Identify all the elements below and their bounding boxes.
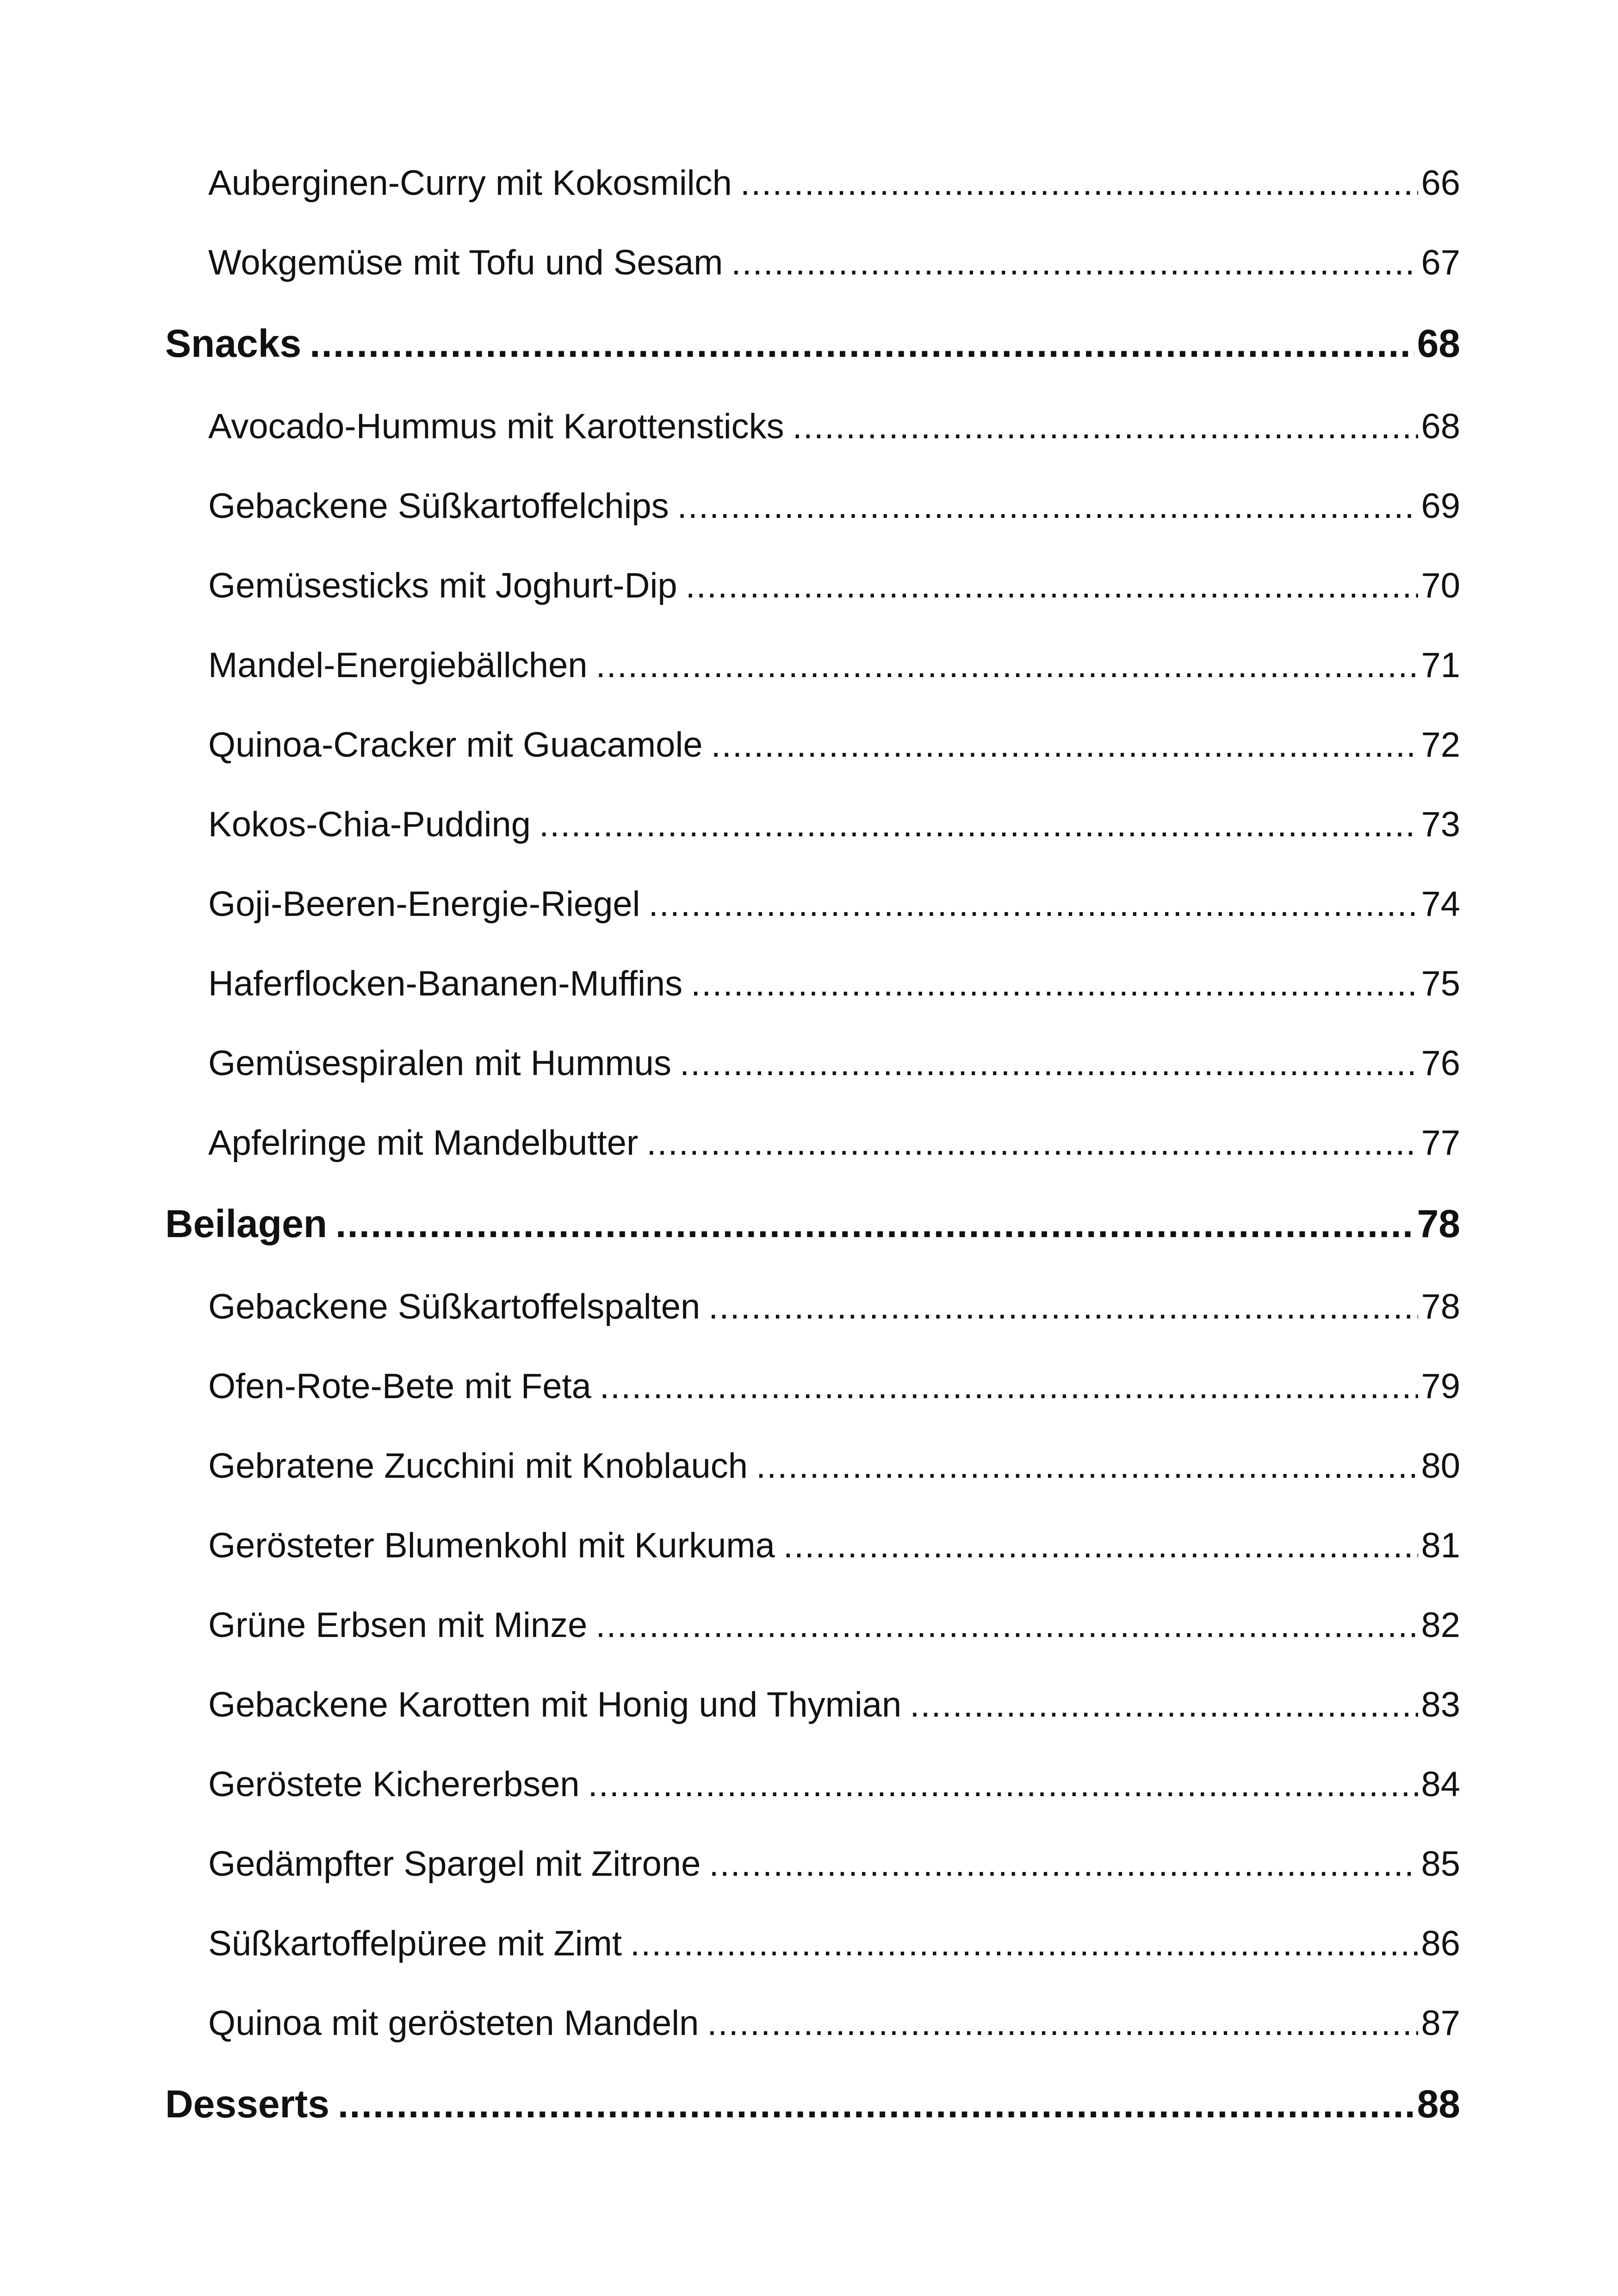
toc-entry: [208, 1923, 1460, 1964]
toc-page-number: 81: [1421, 1526, 1460, 1565]
dot-leader: [335, 1201, 1414, 1246]
dot-leader: [600, 1366, 1419, 1406]
dot-leader: [539, 804, 1418, 845]
dot-leader: [588, 1764, 1419, 1804]
toc-entry: [208, 163, 1460, 203]
toc-entry: [208, 1605, 1460, 1645]
toc-page-number: 73: [1421, 805, 1460, 844]
toc-page-number: 67: [1421, 243, 1460, 282]
toc-page-number: 72: [1421, 725, 1460, 765]
dot-leader: [793, 406, 1419, 447]
toc-entry: [208, 406, 1460, 447]
toc-page-number: 82: [1421, 1605, 1460, 1645]
toc-entry-title: Apfelringe mit Mandelbutter: [208, 1123, 639, 1163]
toc-page-number: 87: [1421, 2004, 1460, 2043]
toc-section-title: Desserts: [165, 2082, 329, 2126]
toc-entry: [208, 1764, 1460, 1804]
toc-entry: [208, 2003, 1460, 2043]
toc-entry-title: Quinoa mit gerösteten Mandeln: [208, 2004, 699, 2043]
toc-entry: [208, 1366, 1460, 1406]
toc-section: [165, 321, 1460, 366]
toc-entry: [208, 645, 1460, 685]
toc-entry-title: Gebackene Süßkartoffelspalten: [208, 1287, 701, 1326]
toc-entry-title: Ofen-Rote-Bete mit Feta: [208, 1367, 591, 1406]
toc-page-number: 76: [1421, 1044, 1460, 1083]
toc-section: [165, 2082, 1460, 2127]
toc-entry-title: Auberginen-Curry mit Kokosmilch: [208, 163, 732, 203]
toc-entry-title: Geröstete Kichererbsen: [208, 1765, 580, 1804]
toc-entry: [208, 1043, 1460, 1083]
dot-leader: [708, 1287, 1418, 1327]
toc-entry-title: Gerösteter Blumenkohl mit Kurkuma: [208, 1526, 775, 1565]
toc-entry-title: Gedämpfter Spargel mit Zitrone: [208, 1844, 701, 1884]
toc-page-number: 78: [1417, 1202, 1460, 1245]
toc-entry-title: Süßkartoffelpüree mit Zimt: [208, 1924, 622, 1963]
toc-entry-title: Grüne Erbsen mit Minze: [208, 1605, 588, 1645]
toc-page-number: 79: [1421, 1367, 1460, 1406]
dot-leader: [783, 1525, 1419, 1566]
dot-leader: [310, 321, 1414, 366]
dot-leader: [596, 645, 1419, 685]
toc-page-number: 75: [1421, 964, 1460, 1003]
toc-section-title: Snacks: [165, 322, 302, 365]
dot-leader: [649, 884, 1419, 924]
toc-page-number: 68: [1421, 407, 1460, 446]
toc-section: [165, 1201, 1460, 1246]
toc-entry: [208, 804, 1460, 845]
dot-leader: [691, 964, 1418, 1004]
toc-entry: [208, 1287, 1460, 1327]
toc-page-number: 70: [1421, 566, 1460, 605]
dot-leader: [910, 1685, 1418, 1725]
dot-leader: [686, 566, 1419, 606]
dot-leader: [709, 1844, 1418, 1884]
toc-entry-title: Kokos-Chia-Pudding: [208, 805, 531, 844]
toc-entry-title: Gemüsesticks mit Joghurt-Dip: [208, 566, 677, 605]
toc-entry: [208, 1446, 1460, 1486]
toc-page-number: 88: [1417, 2082, 1460, 2126]
toc-page-number: 68: [1417, 322, 1460, 365]
toc-page-number: 71: [1421, 646, 1460, 685]
toc-entry-title: Gebackene Karotten mit Honig und Thymian: [208, 1685, 902, 1724]
dot-leader: [711, 725, 1419, 765]
toc-page-number: 84: [1421, 1765, 1460, 1804]
toc-entry-title: Gebackene Süßkartoffelchips: [208, 486, 669, 526]
toc-page-number: 77: [1421, 1123, 1460, 1163]
toc-entry-title: Haferflocken-Bananen-Muffins: [208, 964, 683, 1003]
toc-page-number: 74: [1421, 884, 1460, 924]
toc-entry-title: Goji-Beeren-Energie-Riegel: [208, 884, 640, 924]
toc-section-title: Beilagen: [165, 1202, 328, 1245]
dot-leader: [707, 2003, 1418, 2043]
toc-page-number: 69: [1421, 486, 1460, 526]
toc-entry-title: Gemüsespiralen mit Hummus: [208, 1044, 671, 1083]
toc-entry: [208, 884, 1460, 924]
dot-leader: [731, 243, 1418, 283]
toc-entry: [208, 1685, 1460, 1725]
dot-leader: [677, 486, 1419, 526]
toc-page-number: 78: [1421, 1287, 1460, 1326]
dot-leader: [595, 1605, 1418, 1645]
toc-page-number: 66: [1421, 163, 1460, 203]
toc-page-number: 86: [1421, 1924, 1460, 1963]
dot-leader: [756, 1446, 1418, 1486]
toc-entry-title: Quinoa-Cracker mit Guacamole: [208, 725, 703, 765]
toc-entry: [208, 566, 1460, 606]
toc-entry-title: Gebratene Zucchini mit Knoblauch: [208, 1446, 748, 1486]
dot-leader: [338, 2082, 1414, 2127]
dot-leader: [740, 163, 1419, 203]
toc-entry: [208, 1844, 1460, 1884]
toc-entry: [208, 964, 1460, 1004]
toc-entry: [208, 1123, 1460, 1163]
toc-page-number: 80: [1421, 1446, 1460, 1486]
toc-entry: [208, 1525, 1460, 1566]
toc-entry-title: Wokgemüse mit Tofu und Sesam: [208, 243, 723, 282]
toc-page-number: 83: [1421, 1685, 1460, 1724]
toc-entry: [208, 486, 1460, 526]
toc-entry-title: Avocado-Hummus mit Karottensticks: [208, 407, 784, 446]
dot-leader: [680, 1043, 1419, 1083]
toc-entry: [208, 725, 1460, 765]
dot-leader: [630, 1923, 1418, 1964]
toc-entry-title: Mandel-Energiebällchen: [208, 646, 588, 685]
toc-entry: [208, 243, 1460, 283]
dot-leader: [646, 1123, 1418, 1163]
toc-page-number: 85: [1421, 1844, 1460, 1884]
